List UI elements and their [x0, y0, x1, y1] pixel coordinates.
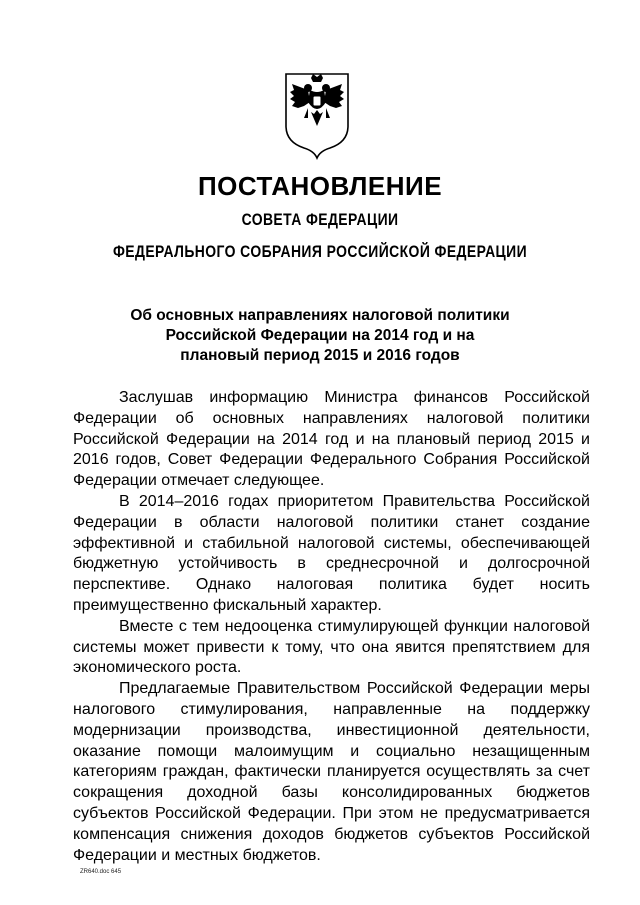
- document-subtitle-line1: СОВЕТА ФЕДЕРАЦИИ: [241, 210, 399, 229]
- document-body: [73, 388, 590, 866]
- coat-of-arms-icon: [280, 68, 354, 160]
- document-subtitle-line2: ФЕДЕРАЛЬНОГО СОБРАНИЯ РОССИЙСКОЙ ФЕДЕРАЦИИ: [112, 242, 528, 261]
- subject-line: плановый период 2015 и 2016 годов: [180, 347, 460, 364]
- body-paragraph: В 2014–2016 годах приоритетом Правительства Российской Федерации в области налоговой политики станет создание эффективной и стабильной налоговой системы, обеспечивающей бюджетную устойчивость в среднесрочной и долгосрочной перспективе. Однако налоговая политика будет носить преимущественно фискальный характер.: [73, 492, 590, 614]
- file-code: ZR640.doc 645: [80, 869, 122, 875]
- body-paragraph: Заслушав информацию Министра финансов Российской Федерации об основных направлениях налоговой политики Российской Федерации на 2014 год и на плановый период 2015 и 2016 годов, Совет Федерации Федерального Собрания Российской Федерации отмечает следующее.: [73, 389, 590, 490]
- body-paragraph: Предлагаемые Правительством Российской Федерации меры налогового стимулирования, направленные на поддержку модернизации производства, инвестиционной деятельности, оказание помощи малоимущим и социально незащищенным категориям граждан, фактически планируется осуществлять за счет сокращения доходной базы консолидированных бюджетов субъектов Российской Федерации. При этом не предусматривается компенсация снижения доходов бюджетов субъектов Российской Федерации и местных бюджетов.: [73, 680, 590, 864]
- subject-line: Об основных направлениях налоговой политики: [130, 307, 510, 324]
- body-paragraph: Вместе с тем недооценка стимулирующей функции налоговой системы может привести к тому, что она явится препятствием для экономического роста.: [73, 617, 590, 677]
- subject-line: Российской Федерации на 2014 год и на: [165, 327, 475, 344]
- document-subject: [100, 306, 540, 366]
- document-title: ПОСТАНОВЛЕНИЕ: [197, 171, 443, 201]
